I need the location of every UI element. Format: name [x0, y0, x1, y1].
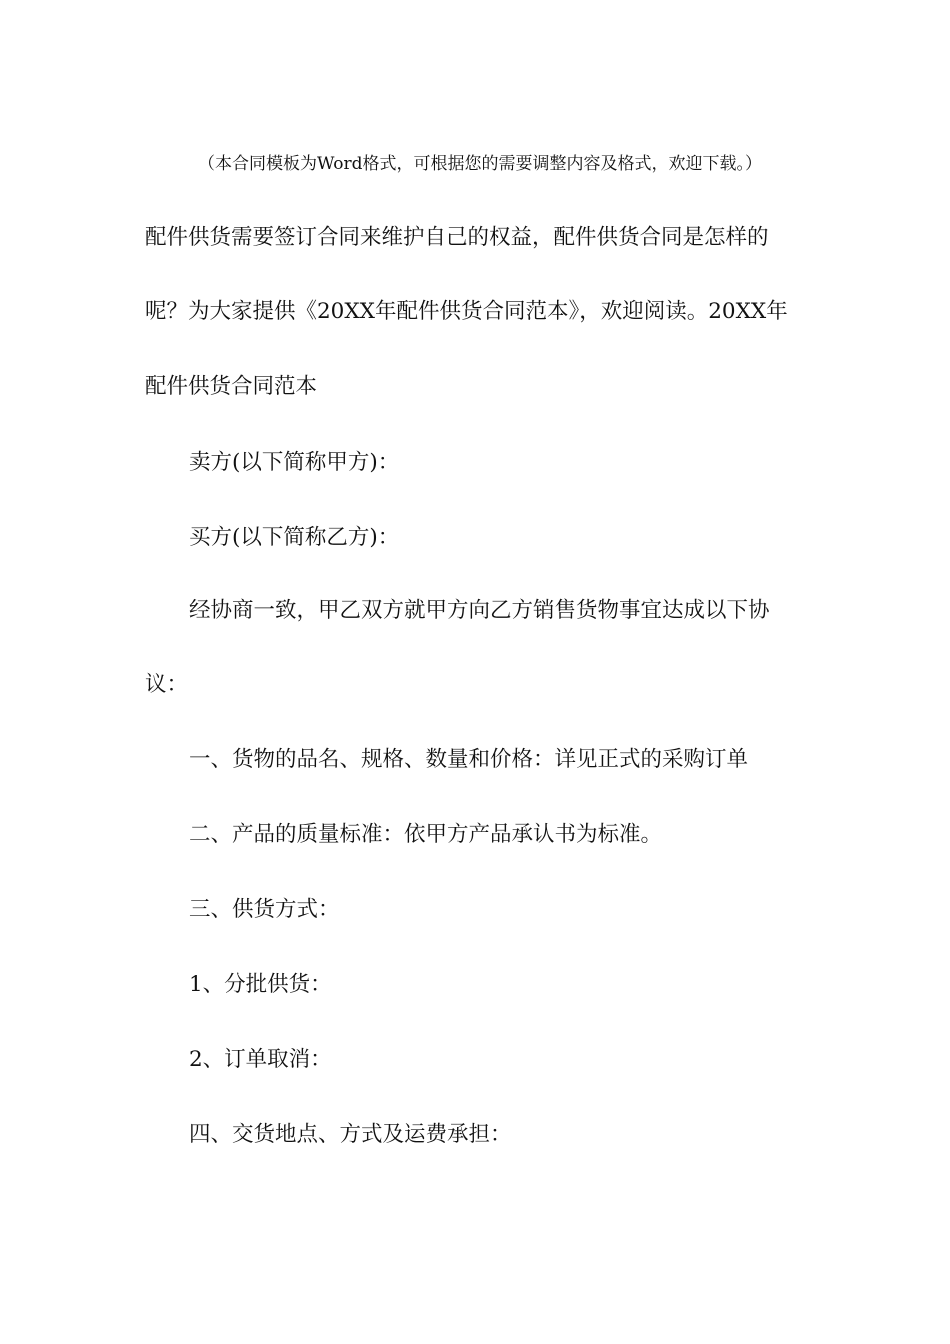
- buyer-line: 买方(以下简称乙方)：: [189, 525, 400, 550]
- template-note: （本合同模板为Word格式，可根据您的需要调整内容及格式，欢迎下载。）: [197, 154, 763, 174]
- clause-1: 一、货物的品名、规格、数量和价格：详见正式的采购订单: [189, 747, 749, 772]
- agreement-line-1: 经协商一致，甲乙双方就甲方向乙方销售货物事宜达成以下协: [189, 598, 770, 623]
- clause-3: 三、供货方式：: [189, 897, 340, 922]
- clause-3-item-1: 1、分批供货：: [189, 972, 332, 997]
- intro-line-2: 呢？为大家提供《20XX年配件供货合同范本》，欢迎阅读。20XX年: [145, 299, 788, 324]
- seller-line: 卖方(以下简称甲方)：: [189, 450, 400, 475]
- clause-2: 二、产品的质量标准：依甲方产品承认书为标准。: [189, 822, 663, 847]
- intro-line-1: 配件供货需要签订合同来维护自己的权益，配件供货合同是怎样的: [145, 225, 769, 250]
- clause-3-item-2: 2、订单取消：: [189, 1047, 332, 1072]
- clause-4: 四、交货地点、方式及运费承担：: [189, 1122, 512, 1147]
- agreement-line-2: 议：: [145, 672, 189, 697]
- intro-line-3: 配件供货合同范本: [145, 374, 318, 399]
